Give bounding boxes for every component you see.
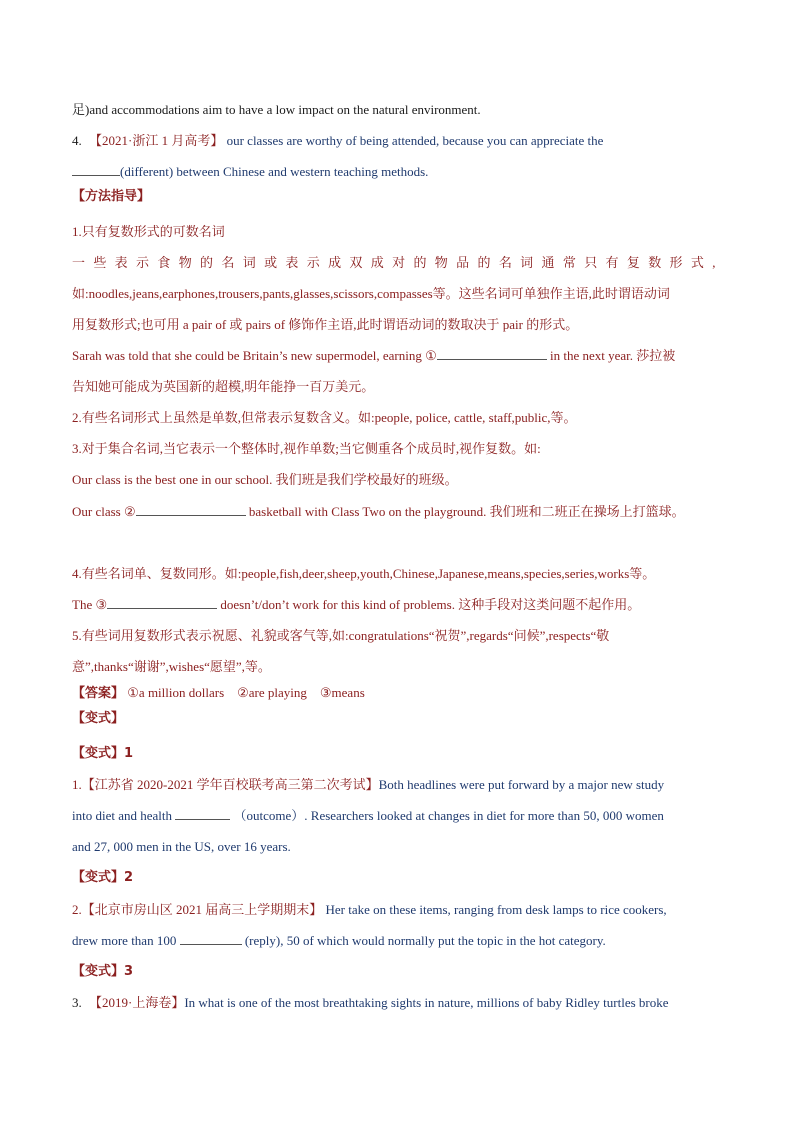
answer-blank[interactable]: [72, 163, 120, 176]
question-source: 【2021·浙江 1 月高考】: [89, 133, 224, 148]
question-text: Both headlines were put forward by a major new study: [378, 777, 665, 792]
variant-3-question: [72, 994, 722, 1012]
method-4-example: [72, 596, 722, 614]
question-text: drew more than 100: [72, 933, 177, 948]
question-source: 2.【北京市房山区 2021 届高三上学期期末】: [72, 902, 323, 917]
example-text: The ③: [72, 597, 108, 612]
variant-3-heading: 【变式】3: [72, 964, 134, 979]
answer-text: ①a million dollars ②are playing ③means: [127, 685, 365, 700]
variant-1-question: [72, 776, 722, 794]
method-1-example-translation: 告知她可能成为英国新的超模,明年能挣一百万美元。: [72, 379, 375, 394]
example-text: doesn’t/don’t work for this kind of problems. 这种手段对这类问题不起作用。: [220, 597, 641, 612]
question-text: （outcome）. Researchers looked at changes in diet for more than 50, 000 women: [233, 808, 664, 823]
method-2: 2.有些名词形式上虽然是单数,但常表示复数含义。如:people, police, cattle, staff,public,等。: [72, 410, 577, 425]
example-text: Our class ②: [72, 504, 136, 519]
answer-blank[interactable]: [136, 503, 246, 516]
method-1-body: 如:noodles,jeans,earphones,trousers,pants,glasses,scissors,compasses等。这些名词可单独作主语,此时谓语动词: [72, 286, 670, 301]
variant-2-question: [72, 932, 722, 950]
answer-heading: 【答案】: [72, 686, 125, 701]
answer-blank[interactable]: [107, 596, 217, 609]
question-text: our classes are worthy of being attended, because you can appreciate the: [226, 133, 604, 148]
method-3-example: [72, 503, 722, 521]
method-5: 意”,thanks“谢谢”,wishes“愿望”,等。: [72, 659, 271, 674]
example-text: Sarah was told that she could be Britain’s new supermodel, earning ①: [72, 348, 437, 363]
answer-blank[interactable]: [175, 807, 230, 820]
variant-1-question: and 27, 000 men in the US, over 16 years.: [72, 839, 291, 854]
question-text: (reply), 50 of which would normally put the topic in the hot category.: [244, 933, 606, 948]
method-5: 5.有些词用复数形式表示祝愿、礼貌或客气等,如:congratulations“祝贺”,regards“问候”,respects“敬: [72, 628, 610, 643]
method-3: 3.对于集合名词,当它表示一个整体时,视作单数;当它侧重各个成员时,视作复数。如:: [72, 441, 541, 456]
answer-blank[interactable]: [180, 932, 242, 945]
method-1-title: 1.只有复数形式的可数名词: [72, 224, 225, 239]
variant-1-question: [72, 807, 722, 825]
section-heading-variant: 【变式】: [72, 711, 125, 726]
method-4: 4.有些名词单、复数同形。如:people,fish,deer,sheep,youth,Chinese,Japanese,means,species,series,works等。: [72, 566, 656, 581]
section-heading-method: 【方法指导】: [72, 189, 151, 204]
method-1-example: [72, 347, 722, 365]
question-4: [72, 132, 722, 150]
text-line: 足)and accommodations aim to have a low impact on the natural environment.: [72, 102, 481, 117]
question-text: into diet and health: [72, 808, 173, 823]
question-text: (different) between Chinese and western teaching methods.: [120, 164, 429, 179]
question-4-line2: [72, 163, 722, 181]
answer-line: [72, 684, 722, 703]
variant-2-heading: 【变式】2: [72, 870, 134, 885]
variant-1-heading: 【变式】1: [72, 746, 134, 761]
answer-blank[interactable]: [437, 347, 547, 360]
question-number: 4.: [72, 133, 82, 148]
method-1-body: 一些表示食物的名词或表示成双成对的物品的名词通常只有复数形式,: [72, 255, 722, 270]
variant-2-question: [72, 901, 722, 919]
question-text: In what is one of the most breathtaking sights in nature, millions of baby Ridley turtles broke: [184, 995, 669, 1010]
method-3-example: Our class is the best one in our school. 我们班是我们学校最好的班级。: [72, 472, 458, 487]
example-text: in the next year. 莎拉被: [550, 348, 676, 363]
example-text: basketball with Class Two on the playground. 我们班和二班正在操场上打篮球。: [248, 504, 685, 519]
question-source: 【2019·上海卷】: [89, 995, 185, 1010]
method-1-body: 用复数形式;也可用 a pair of 或 pairs of 修饰作主语,此时谓语动词的数取决于 pair 的形式。: [72, 317, 579, 332]
question-number: 3.: [72, 995, 82, 1010]
question-source: 1.【江苏省 2020-2021 学年百校联考高三第二次考试】: [72, 777, 379, 792]
question-text: Her take on these items, ranging from desk lamps to rice cookers,: [325, 902, 667, 917]
